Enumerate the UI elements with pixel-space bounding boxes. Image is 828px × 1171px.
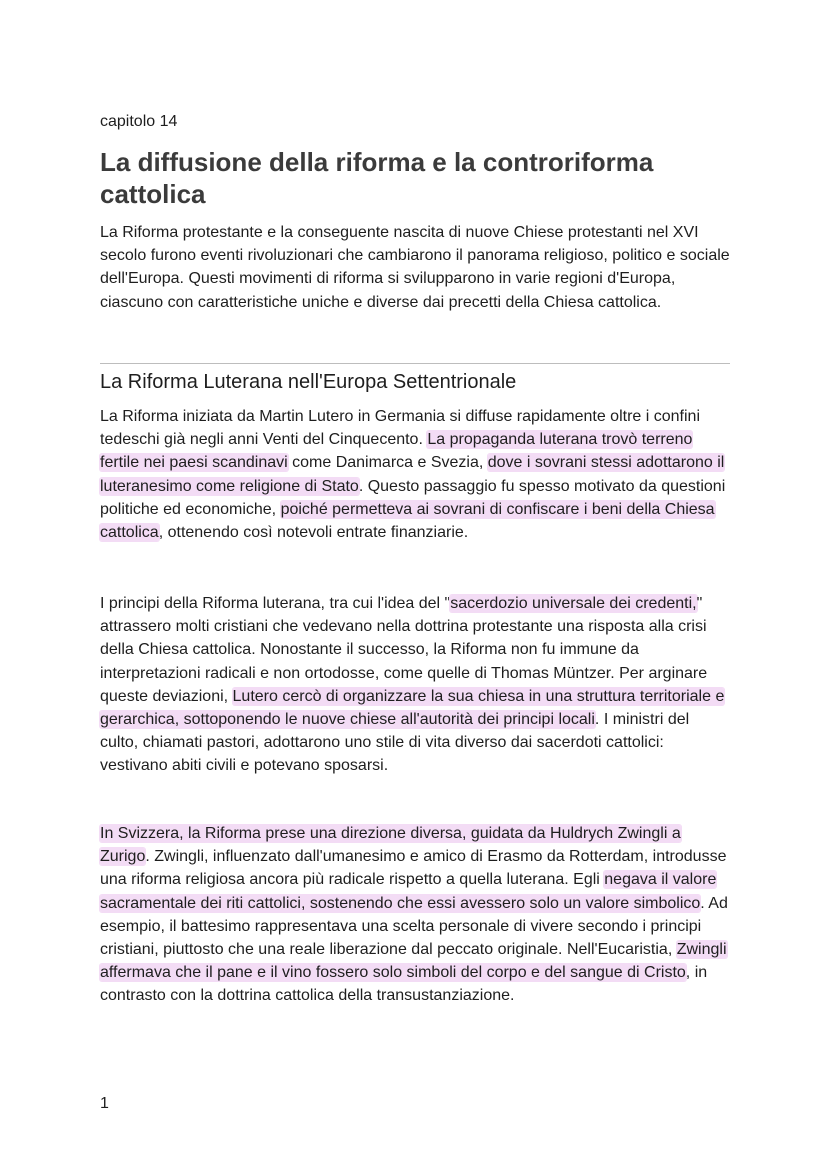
body-text: . Questo passaggio fu spesso motivato da questioni politiche ed economiche, bbox=[100, 477, 726, 518]
intro-paragraph: La Riforma protestante e la conseguente nascita di nuove Chiese protestanti nel XVI secolo furono eventi rivoluzionari che cambiarono il panorama religioso, politico e sociale dell'Europa. Questi movimenti di riforma si svilupparono in varie regioni d'Europa, ciascuno con caratteristiche uniche e diverse dai precetti della Chiesa cattolica. bbox=[100, 224, 730, 311]
body-text: . I ministri del culto, chiamati pastori, adottarono uno stile di vita diverso dai sacerdoti cattolici: vestivano abiti civili e potevano sposarsi. bbox=[100, 711, 690, 775]
highlighted-text: negava il valore sacramentale dei riti cattolici, sostenendo che essi avessero solo un valore simbolico bbox=[100, 871, 717, 912]
body-text: " attrassero molti cristiani che vedevano nella dottrina protestante una risposta alla crisi della Chiesa cattolica. Nonostante il successo, la Riforma non fu immune da interpretazioni radicali e non ortodosse, come quelle di Thomas Müntzer. Per arginare queste deviazioni, bbox=[100, 595, 708, 705]
body-text: . Ad esempio, il battesimo rappresentava una scelta personale di vivere secondo i principi cristiani, piuttosto che una reale liberazione dal peccato originale. Nell'Eucaristia, bbox=[100, 894, 728, 959]
body-paragraph-2 bbox=[100, 592, 730, 778]
section-divider bbox=[100, 363, 730, 364]
body-paragraph-3 bbox=[100, 822, 730, 1008]
section-heading: La Riforma Luterana nell'Europa Settentrionale bbox=[100, 371, 517, 393]
chapter-title: La diffusione della riforma e la controriforma cattolica bbox=[100, 147, 654, 209]
highlighted-text: In Svizzera, la Riforma prese una direzione diversa, guidata da Huldrych Zwingli a Zurigo bbox=[100, 825, 681, 866]
body-text: . Zwingli, influenzato dall'umanesimo e amico di Erasmo da Rotterdam, introdusse una riforma religiosa ancora più radicale rispetto a quella luterana. Egli bbox=[100, 848, 727, 889]
body-paragraph-1 bbox=[100, 405, 730, 544]
highlighted-text: dove i sovrani stessi adottarono il luteranesimo come religione di Stato bbox=[100, 454, 725, 495]
body-text: , in contrasto con la dottrina cattolica della transustanziazione. bbox=[100, 964, 708, 1005]
highlighted-text: poiché permetteva ai sovrani di confiscare i beni della Chiesa cattolica bbox=[100, 500, 715, 542]
highlighted-text: Zwingli affermava che il pane e il vino fossero solo simboli del corpo e del sangue di Cristo bbox=[100, 941, 727, 982]
body-text: come Danimarca e Svezia, bbox=[287, 454, 488, 472]
body-text: , ottenendo così notevoli entrate finanziarie. bbox=[158, 524, 469, 542]
highlighted-text: La propaganda luterana trovò terreno fertile nei paesi scandinavi bbox=[100, 431, 693, 472]
chapter-label: capitolo 14 bbox=[100, 113, 178, 130]
highlighted-text: sacerdozio universale dei credenti, bbox=[450, 595, 697, 612]
highlighted-text: Lutero cercò di organizzare la sua chiesa in una struttura territoriale e gerarchica, sottoponendo le nuove chiese all'autorità dei principi locali bbox=[100, 687, 725, 729]
body-text: La Riforma iniziata da Martin Lutero in Germania si diffuse rapidamente oltre i confini tedeschi già negli anni Venti del Cinquecento. bbox=[100, 408, 700, 449]
body-text: I principi della Riforma luterana, tra cui l'idea del " bbox=[100, 595, 451, 612]
page-number: 1 bbox=[100, 1095, 109, 1112]
